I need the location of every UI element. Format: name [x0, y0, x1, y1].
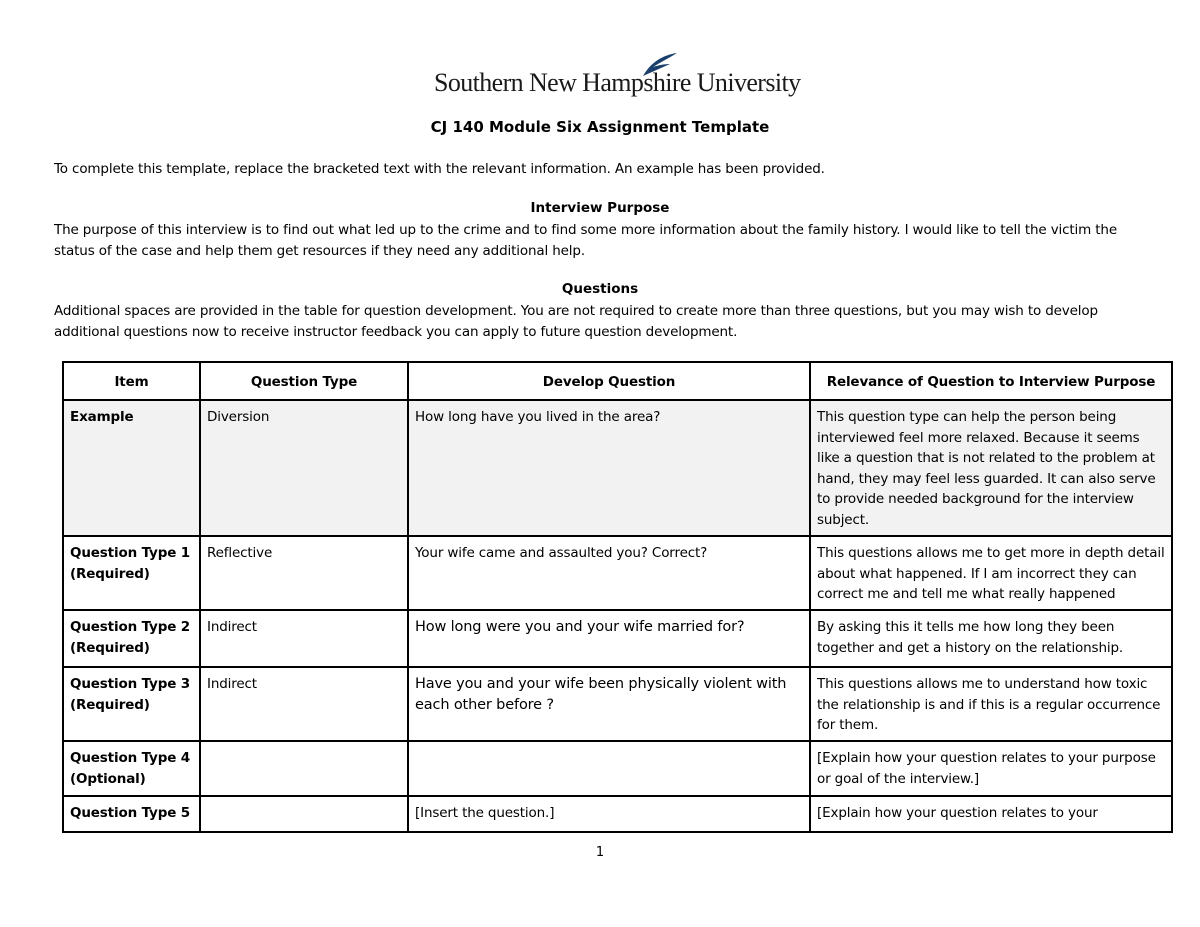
- university-logo: [434, 52, 801, 106]
- relevance-cell: [Explain how your question relates to your: [810, 796, 1172, 832]
- question-cell: How long were you and your wife married for?: [408, 610, 810, 667]
- relevance-cell: This questions allows me to get more in depth detail about what happened. If I am incorrect they can correct me and tell me what really happened: [810, 536, 1172, 610]
- questions-heading: Questions: [561, 281, 639, 297]
- interview-purpose-text: The purpose of this interview is to find out what led up to the crime and to find some more information about the family history. I would like to tell the victim the status of the case and help them get resources if they need any additional help.: [54, 222, 1117, 259]
- table-row-example: [63, 400, 1172, 536]
- header-relevance: Relevance of Question to Interview Purpose: [810, 362, 1172, 400]
- question-cell: How long have you lived in the area?: [408, 400, 810, 536]
- type-cell: [200, 796, 408, 832]
- table-row-question-3: [63, 667, 1172, 741]
- header-question-type: Question Type: [200, 362, 408, 400]
- logo-wordmark: Southern New Hampshire University: [434, 68, 801, 97]
- relevance-cell: This questions allows me to understand how toxic the relationship is and if this is a regular occurrence for them.: [810, 667, 1172, 741]
- questions-text: Additional spaces are provided in the table for question development. You are not required to create more than three questions, but you may wish to develop additional questions now to receive instructor feedback you can apply to future question development.: [54, 303, 1098, 340]
- instructions-text: To complete this template, replace the bracketed text with the relevant information. An example has been provided.: [54, 161, 825, 177]
- question-table: [62, 361, 1173, 833]
- table-header-row: [63, 362, 1172, 400]
- item-cell: Question Type 3 (Required): [63, 667, 200, 741]
- document-title: CJ 140 Module Six Assignment Template: [430, 118, 770, 136]
- question-cell: Have you and your wife been physically violent with each other before ?: [408, 667, 810, 741]
- item-cell: Question Type 1 (Required): [63, 536, 200, 610]
- type-cell: [200, 741, 408, 796]
- question-cell: [408, 741, 810, 796]
- header-develop-question: Develop Question: [408, 362, 810, 400]
- table-row-question-2: [63, 610, 1172, 667]
- question-cell: Your wife came and assaulted you? Correct?: [408, 536, 810, 610]
- relevance-cell: [Explain how your question relates to your purpose or goal of the interview.]: [810, 741, 1172, 796]
- page-number: 1: [595, 845, 605, 860]
- table-row-question-5: [63, 796, 1172, 832]
- item-cell: Question Type 4 (Optional): [63, 741, 200, 796]
- type-cell: Indirect: [200, 667, 408, 741]
- question-cell: [Insert the question.]: [408, 796, 810, 832]
- item-cell: Question Type 2 (Required): [63, 610, 200, 667]
- header-item: Item: [63, 362, 200, 400]
- relevance-cell: By asking this it tells me how long they been together and get a history on the relationship.: [810, 610, 1172, 667]
- item-cell: Example: [63, 400, 200, 536]
- table-row-question-4: [63, 741, 1172, 796]
- type-cell: Reflective: [200, 536, 408, 610]
- item-cell: Question Type 5: [63, 796, 200, 832]
- relevance-cell: This question type can help the person being interviewed feel more relaxed. Because it seems like a question that is not related to the problem at hand, they may feel less guarded. It can also serve to provide needed background for the interview subject.: [810, 400, 1172, 536]
- table-row-question-1: [63, 536, 1172, 610]
- interview-purpose-heading: Interview Purpose: [530, 200, 670, 216]
- type-cell: Indirect: [200, 610, 408, 667]
- type-cell: Diversion: [200, 400, 408, 536]
